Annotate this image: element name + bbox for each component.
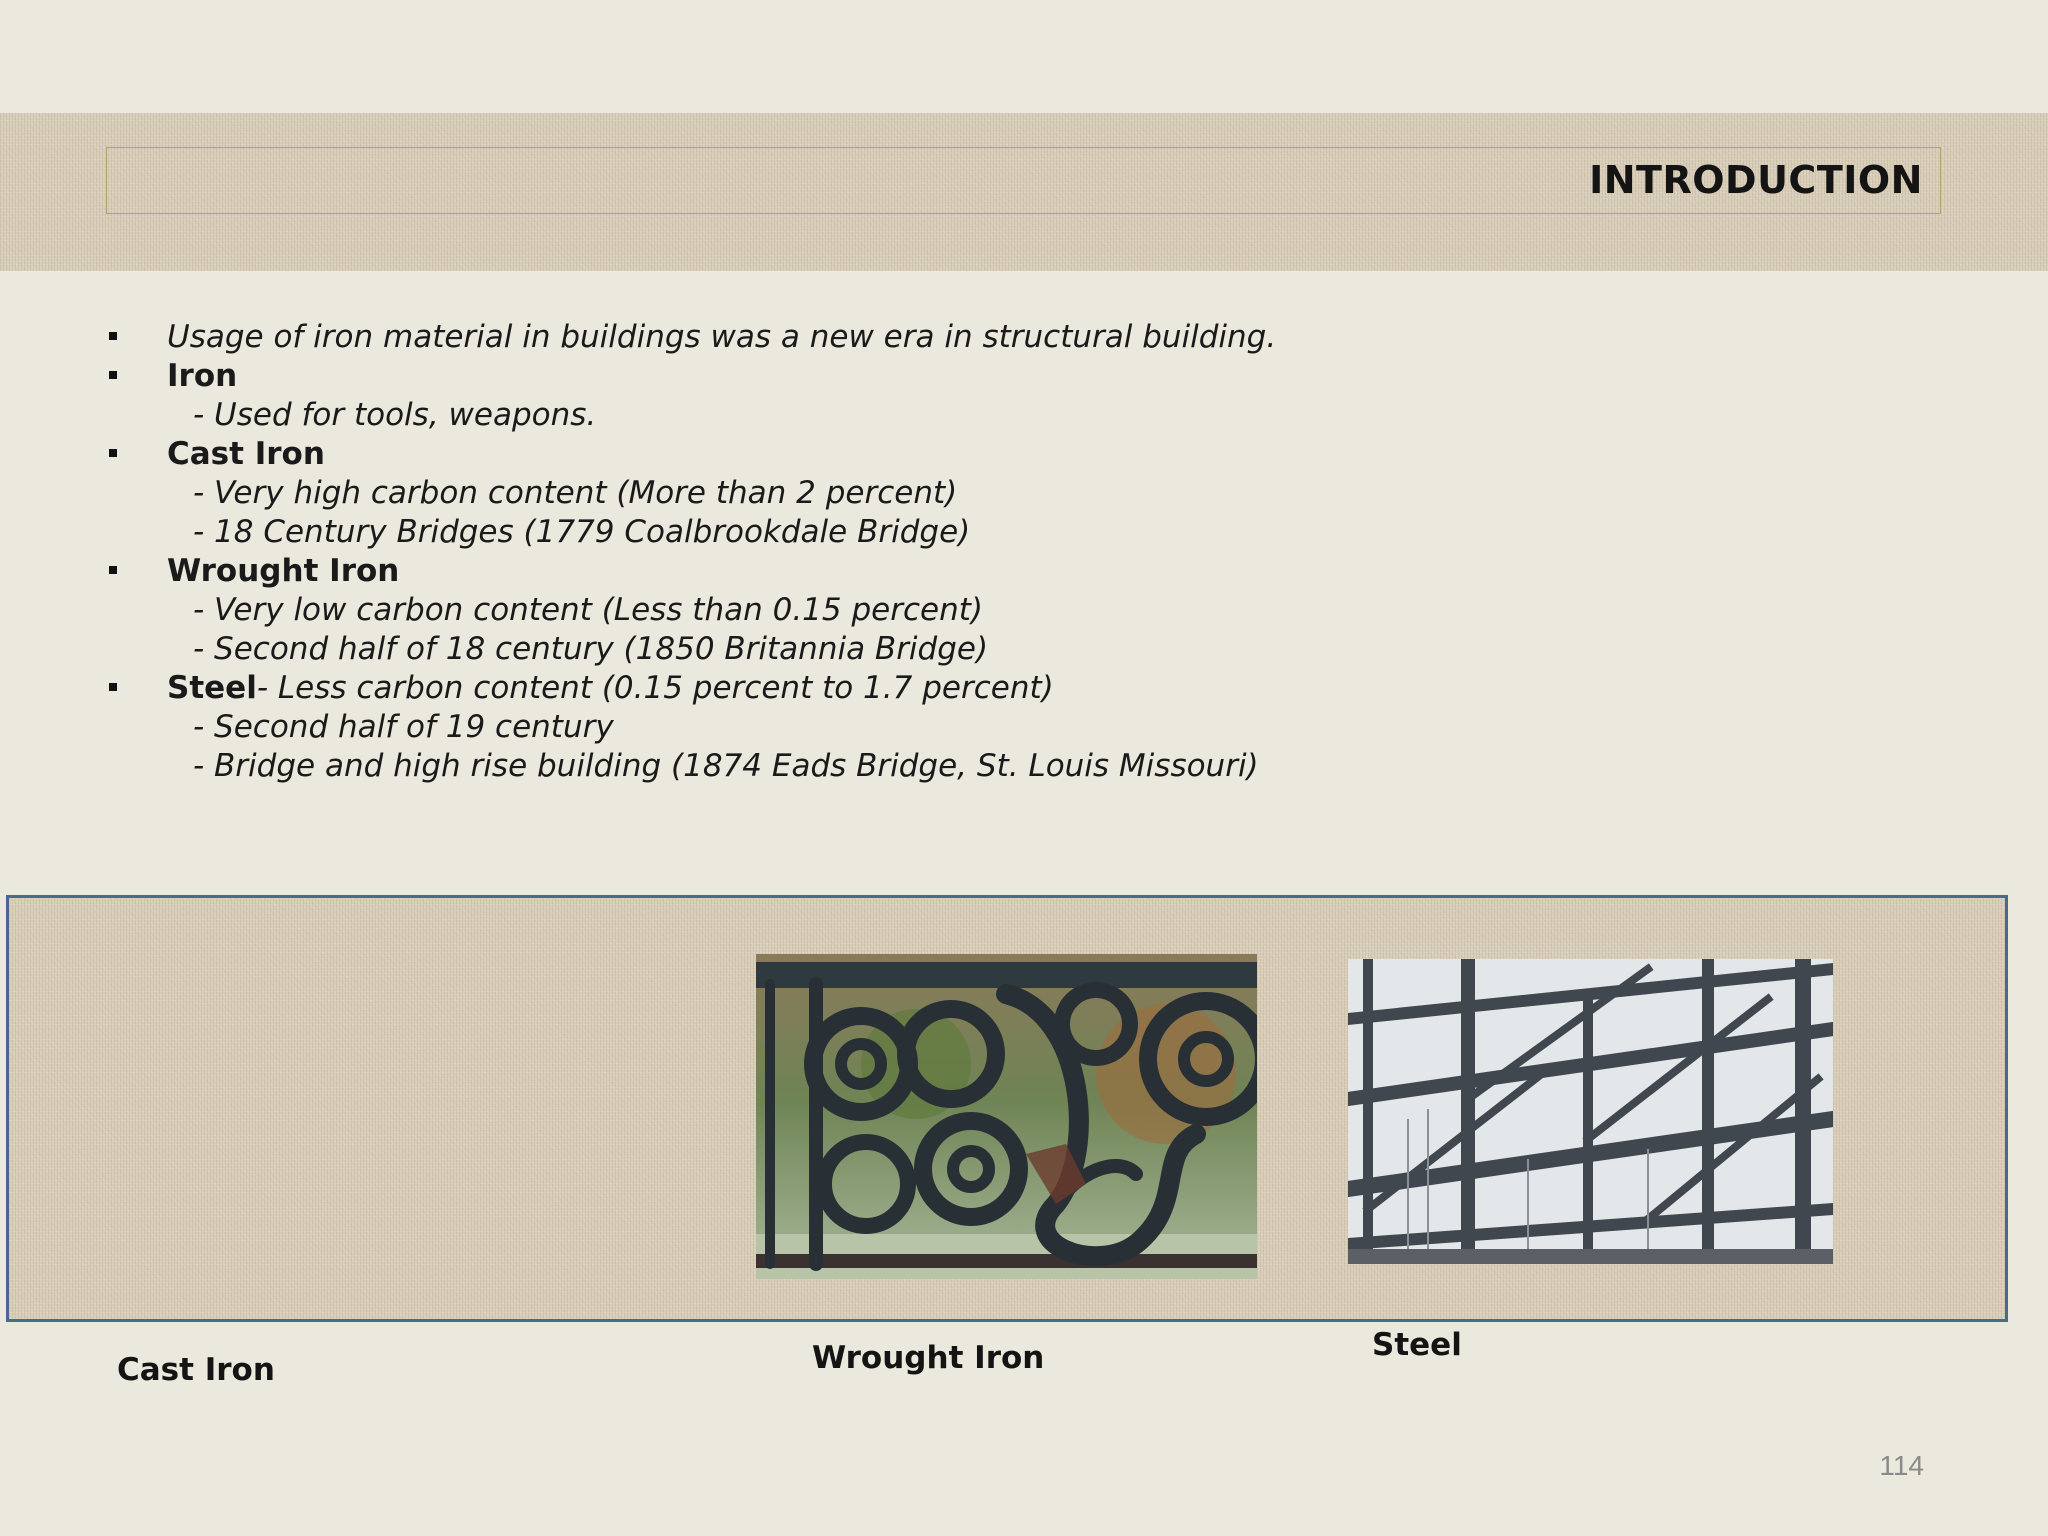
sub-item [105,708,1405,747]
bullet-marker-icon [109,332,117,340]
bullet-heading-wrought-iron: Wrought Iron [167,553,400,589]
wrought-iron-photo [756,954,1257,1279]
bullet-marker-icon [109,683,117,691]
bullet-list [105,318,1405,786]
bullet-heading-iron: Iron [167,358,238,394]
sub-item-text: - Bridge and high rise building (1874 Eads Bridge, St. Louis Missouri) [193,748,1259,784]
bullet-item [105,318,1405,357]
bullet-heading-steel: Steel [167,670,257,706]
sub-item [105,747,1405,786]
sub-item [105,513,1405,552]
bullet-item [105,357,1405,396]
bullet-detail: - Less carbon content (0.15 percent to 1.7 percent) [256,670,1054,706]
steel-photo [1348,959,1833,1264]
caption-wrought-iron: Wrought Iron [812,1340,1045,1376]
sub-item [105,630,1405,669]
bullet-marker-icon [109,371,117,379]
sub-item-text: - Very low carbon content (Less than 0.15 percent) [193,592,983,628]
sub-item-text: - Used for tools, weapons. [193,397,597,433]
sub-item [105,474,1405,513]
bullet-marker-icon [109,449,117,457]
wrought-iron-illustration [756,954,1257,1279]
steel-frame-illustration [1348,959,1833,1264]
bullet-heading-cast-iron: Cast Iron [167,436,325,472]
sub-item-text: - Second half of 18 century (1850 Britannia Bridge) [193,631,989,667]
sub-item-text: - 18 Century Bridges (1779 Coalbrookdale Bridge) [193,514,971,550]
sub-item [105,591,1405,630]
page-number: 114 [1879,1450,1924,1481]
caption-cast-iron: Cast Iron [117,1352,275,1388]
bullet-text: Usage of iron material in buildings was a new era in structural building. [167,319,1277,355]
bullet-item [105,669,1405,708]
bullet-text [167,669,1054,708]
bullet-item [105,435,1405,474]
sub-item-text: - Very high carbon content (More than 2 percent) [193,475,958,511]
caption-steel: Steel [1372,1327,1462,1363]
sub-item [105,396,1405,435]
bullet-item [105,552,1405,591]
bullet-marker-icon [109,566,117,574]
sub-item-text: - Second half of 19 century [193,709,614,745]
slide-title: INTRODUCTION [1589,158,1923,202]
